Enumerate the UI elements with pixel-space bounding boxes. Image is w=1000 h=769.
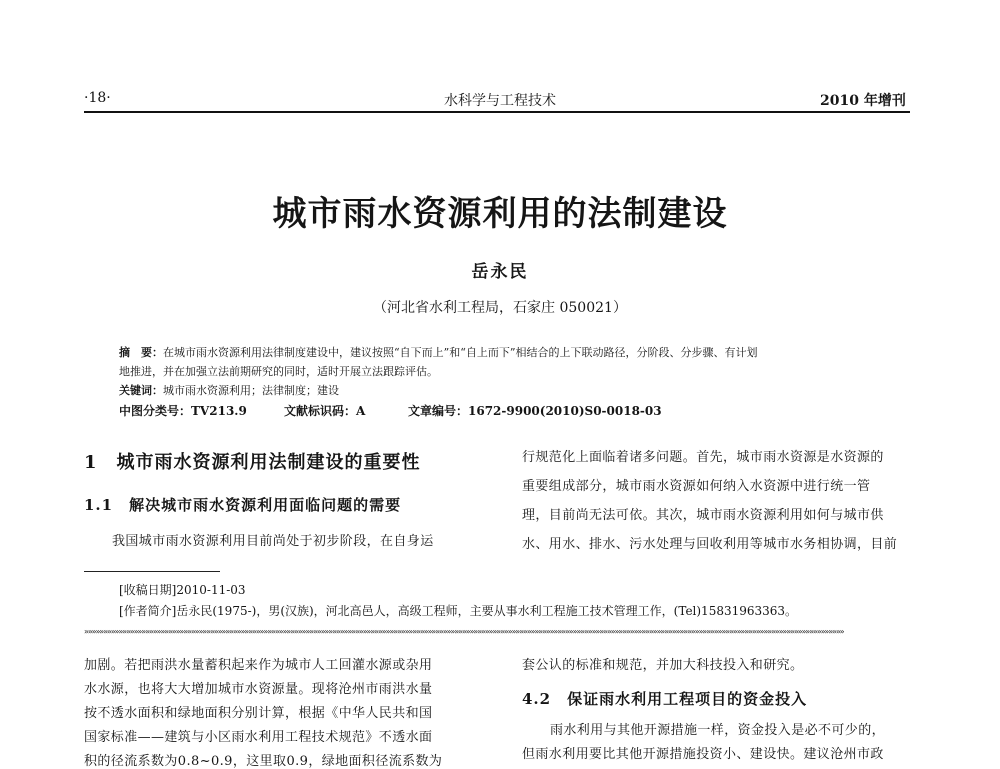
page-number: ·18· bbox=[84, 90, 111, 106]
footnote-rule bbox=[84, 571, 220, 572]
clc-number: 中图分类号：TV213.9 bbox=[119, 404, 247, 418]
left-body-line-1: 我国城市雨水资源利用目前尚处于初步阶段，在自身运 bbox=[112, 534, 434, 549]
doc-code: 文献标识码：A bbox=[284, 404, 366, 418]
left-bottom-line-5: 积的径流系数为0.8~0.9，这里取0.9，绿地面积径流系数为 bbox=[84, 754, 443, 769]
right-bottom-line-1: 套公认的标准和规范，并加大科技投入和研究。 bbox=[522, 658, 804, 673]
left-bottom-line-2: 水水源，也将大大增加城市水资源量。现将沧州市雨洪水量 bbox=[84, 682, 433, 697]
issue-label: 2010 年增刊 bbox=[820, 93, 906, 109]
abstract-label: 摘 要： bbox=[119, 346, 163, 359]
right-bottom-line-2: 雨水利用与其他开源措施一样，资金投入是必不可少的， bbox=[550, 723, 886, 738]
right-body-line-3: 理，目前尚无法可依。其次，城市雨水资源利用如何与城市供 bbox=[522, 508, 884, 523]
section-4-2-heading: 4.2 保证雨水利用工程项目的资金投入 bbox=[522, 690, 808, 708]
right-body-line-1: 行规范化上面临着诸多问题。首先，城市雨水资源是水资源的 bbox=[522, 450, 884, 465]
article-number: 文章编号：1672-9900(2010)S0-0018-03 bbox=[408, 404, 662, 418]
section-1-1-heading: 1.1 解决城市雨水资源利用面临问题的需要 bbox=[84, 496, 402, 514]
left-bottom-line-4: 国家标准——建筑与小区雨水利用工程技术规范》不透水面 bbox=[84, 730, 433, 745]
footnote-received: [收稿日期]2010-11-03 bbox=[119, 583, 246, 597]
author-name: 岳永民 bbox=[471, 262, 529, 282]
keywords-text: 城市雨水资源利用；法律制度；建设 bbox=[163, 384, 339, 397]
page-separator: »»»»»»»»»»»»»»»»»»»»»»»»»»»»»»»»»»»»»»»»»»»»»»»»»»»»»»»»»»»»»»»»»»»»»»»»»»»»»»»»»»»»»»»»»»»»»»»»»»»»»»»»»»»»»»»»»»»»»»»»»»»»»»»»»»»»»»»»»»»»»»»»»»»»»»»»»»»»»»»»»»»»»»»»»»»»»»»»»»»»»»»»»»»»»»»»»»»»»»» bbox=[84, 627, 844, 636]
section-1-heading: 1 城市雨水资源利用法制建设的重要性 bbox=[84, 452, 421, 473]
journal-name: 水科学与工程技术 bbox=[444, 93, 556, 109]
affiliation: （河北省水利工程局，石家庄 050021） bbox=[373, 300, 627, 316]
paper-title: 城市雨水资源利用的法制建设 bbox=[272, 194, 728, 234]
abstract-text-1: 在城市雨水资源利用法律制度建设中，建议按照“自下而上”和“自上而下”相结合的上下联动路径，分阶段、分步骤、有计划 bbox=[163, 346, 758, 359]
keywords bbox=[119, 381, 339, 400]
abstract-line-1 bbox=[119, 343, 758, 362]
left-bottom-line-3: 按不透水面积和绿地面积分别计算，根据《中华人民共和国 bbox=[84, 706, 433, 721]
keywords-label: 关键词： bbox=[119, 384, 163, 397]
right-body-line-4: 水、用水、排水、污水处理与回收利用等城市水务相协调，目前 bbox=[522, 537, 898, 552]
right-bottom-line-3: 但雨水利用要比其他开源措施投资小、建设快。建议沧州市政 bbox=[522, 747, 884, 762]
abstract-line-2: 地推进，并在加强立法前期研究的同时，适时开展立法跟踪评估。 bbox=[119, 365, 438, 378]
header-rule bbox=[84, 111, 910, 113]
right-body-line-2: 重要组成部分，城市雨水资源如何纳入水资源中进行统一管 bbox=[522, 479, 871, 494]
left-bottom-line-1: 加剧。若把雨洪水量蓄积起来作为城市人工回灌水源或杂用 bbox=[84, 658, 433, 673]
footnote-author-info: [作者简介]岳永民(1975-)，男(汉族)，河北高邑人，高级工程师，主要从事水利工程施工技术管理工作，(Tel)15831963363。 bbox=[119, 604, 798, 618]
